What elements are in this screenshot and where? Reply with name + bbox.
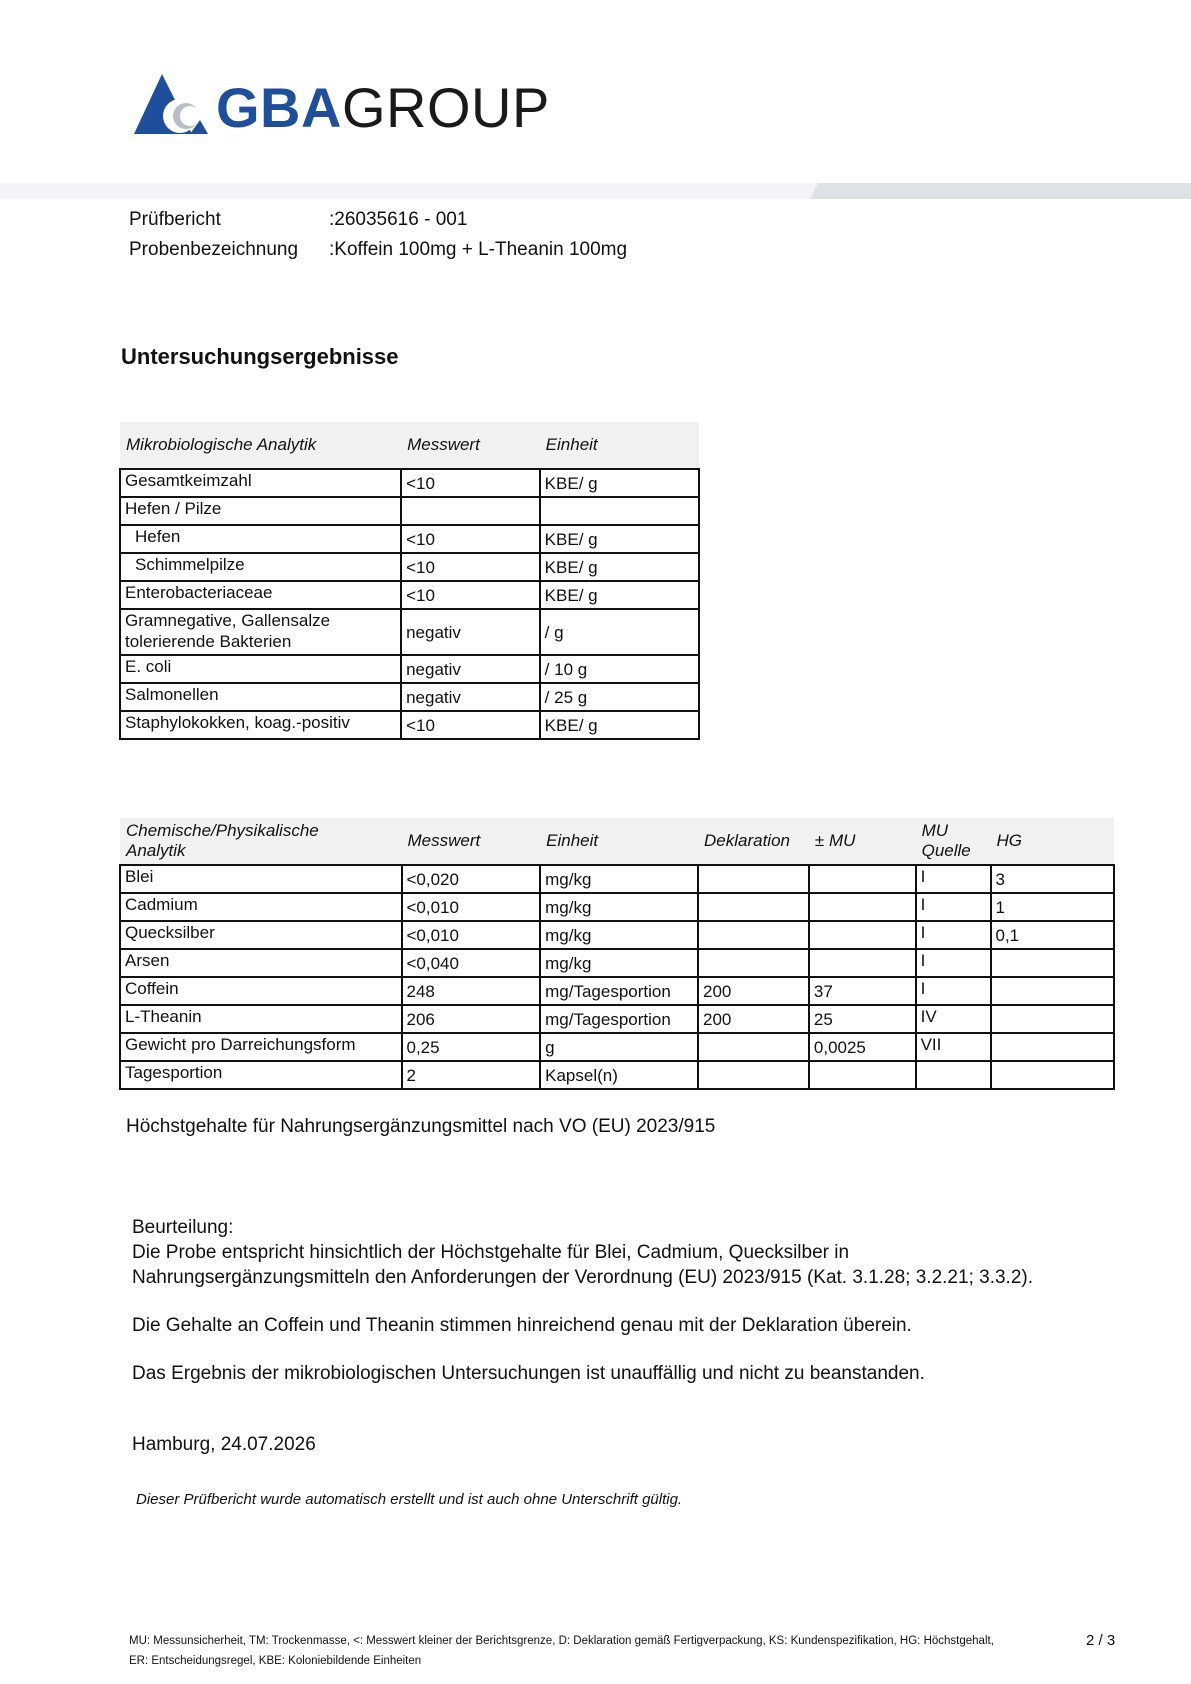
footer-abbreviations-line2: ER: Entscheidungsregel, KBE: Koloniebildende Einheiten xyxy=(129,1655,422,1667)
limits-note: Höchstgehalte für Nahrungsergänzungsmittel nach VO (EU) 2023/915 xyxy=(126,1116,716,1137)
table-header-row xyxy=(120,818,1114,865)
col-header-messwert: Messwert xyxy=(402,818,541,865)
section-title: Untersuchungsergebnisse xyxy=(121,344,399,369)
chem-results-table xyxy=(119,818,1115,1090)
analyte-name: Quecksilber xyxy=(120,921,402,949)
analyte-max-level xyxy=(991,949,1115,977)
col-header-mu-quelle xyxy=(916,818,991,865)
analyte-name: Hefen xyxy=(120,525,401,553)
logo-light-text: GROUP xyxy=(341,76,550,139)
analyte-mu xyxy=(809,949,916,977)
logo-bold-text: GBA xyxy=(216,76,342,139)
col-header-mu-quelle-line2: Quelle xyxy=(921,841,971,860)
col-header-hg: HG xyxy=(991,818,1115,865)
analyte-name: Hefen / Pilze xyxy=(120,497,401,525)
analyte-mu: 25 xyxy=(809,1005,916,1033)
analyte-declaration xyxy=(698,949,809,977)
micro-results-table xyxy=(119,422,700,740)
table-row xyxy=(120,609,699,655)
analyte-max-level xyxy=(991,1033,1115,1061)
analyte-unit: mg/kg xyxy=(540,921,698,949)
analyte-unit: mg/kg xyxy=(540,865,698,893)
analyte-name xyxy=(120,609,401,655)
table-row xyxy=(120,1005,1114,1033)
analyte-name: Schimmelpilze xyxy=(120,553,401,581)
sample-name-label: Probenbezeichnung xyxy=(129,239,299,260)
analyte-value: <10 xyxy=(401,553,540,581)
analyte-name: Cadmium xyxy=(120,893,402,921)
analyte-mu-source: IV xyxy=(916,1005,991,1033)
analyte-max-level xyxy=(991,1061,1115,1089)
analyte-mu xyxy=(809,893,916,921)
assessment-text-1-line1: Die Probe entspricht hinsichtlich der Höchstgehalte für Blei, Cadmium, Quecksilber in xyxy=(132,1242,850,1263)
analyte-name: Staphylokokken, koag.-positiv xyxy=(120,711,401,739)
analyte-value xyxy=(401,497,540,525)
analyte-name: Gewicht pro Darreichungsform xyxy=(120,1033,402,1061)
report-number-row xyxy=(129,209,468,231)
analyte-mu xyxy=(809,921,916,949)
table-header-row xyxy=(120,422,699,469)
analyte-name: Coffein xyxy=(120,977,402,1005)
analyte-value: negativ xyxy=(401,683,540,711)
analyte-mu-source: I xyxy=(916,921,991,949)
analyte-name: Enterobacteriaceae xyxy=(120,581,401,609)
analyte-unit: g xyxy=(540,1033,698,1061)
analyte-name: Salmonellen xyxy=(120,683,401,711)
analyte-value: negativ xyxy=(401,655,540,683)
analyte-max-level: 3 xyxy=(991,865,1115,893)
analyte-declaration xyxy=(698,921,809,949)
table-row xyxy=(120,525,699,553)
sample-name-row xyxy=(129,239,628,261)
analyte-unit: mg/kg xyxy=(540,893,698,921)
analyte-unit: mg/Tagesportion xyxy=(540,1005,698,1033)
analyte-declaration xyxy=(698,865,809,893)
analyte-value: <10 xyxy=(401,469,540,497)
automatic-report-note: Dieser Prüfbericht wurde automatisch erstellt und ist auch ohne Unterschrift gültig. xyxy=(136,1491,683,1508)
analyte-mu-source: VII xyxy=(916,1033,991,1061)
analyte-name: E. coli xyxy=(120,655,401,683)
col-header-analytik: Mikrobiologische Analytik xyxy=(120,422,401,469)
analyte-declaration: 200 xyxy=(698,977,809,1005)
analyte-name: Arsen xyxy=(120,949,402,977)
report-number-label: Prüfbericht xyxy=(129,209,221,230)
analyte-max-level xyxy=(991,977,1115,1005)
analyte-unit: KBE/ g xyxy=(540,581,699,609)
analyte-value: <0,010 xyxy=(402,893,541,921)
col-header-messwert: Messwert xyxy=(401,422,540,469)
analyte-unit: KBE/ g xyxy=(540,525,699,553)
analyte-declaration xyxy=(698,893,809,921)
analyte-value: <10 xyxy=(401,581,540,609)
analyte-unit: KBE/ g xyxy=(540,469,699,497)
table-row xyxy=(120,977,1114,1005)
analyte-declaration xyxy=(698,1061,809,1089)
col-header-einheit: Einheit xyxy=(540,818,698,865)
col-header-deklaration: Deklaration xyxy=(698,818,809,865)
table-row xyxy=(120,1033,1114,1061)
col-header-analytik-line2: Analytik xyxy=(126,841,186,860)
analyte-name: Gesamtkeimzahl xyxy=(120,469,401,497)
company-logo xyxy=(130,72,560,144)
analyte-unit xyxy=(540,497,699,525)
analyte-unit: KBE/ g xyxy=(540,711,699,739)
analyte-value: <10 xyxy=(401,711,540,739)
col-header-mu: ± MU xyxy=(809,818,916,865)
analyte-unit: / 25 g xyxy=(540,683,699,711)
analyte-value: negativ xyxy=(401,609,540,655)
analyte-value: <0,020 xyxy=(402,865,541,893)
analyte-declaration xyxy=(698,1033,809,1061)
col-header-analytik-line1: Chemische/Physikalische xyxy=(126,821,319,840)
analyte-max-level: 0,1 xyxy=(991,921,1115,949)
table-row xyxy=(120,1061,1114,1089)
analyte-name: Blei xyxy=(120,865,402,893)
analyte-unit: mg/kg xyxy=(540,949,698,977)
assessment-text-2: Die Gehalte an Coffein und Theanin stimmen hinreichend genau mit der Deklaration überein. xyxy=(132,1315,912,1336)
gba-triangle-logo-icon xyxy=(130,72,210,138)
table-row xyxy=(120,711,699,739)
analyte-unit: mg/Tagesportion xyxy=(540,977,698,1005)
logo-wordmark xyxy=(216,76,550,139)
analyte-value: 2 xyxy=(402,1061,541,1089)
analyte-name: L-Theanin xyxy=(120,1005,402,1033)
analyte-max-level xyxy=(991,1005,1115,1033)
assessment-text-3: Das Ergebnis der mikrobiologischen Untersuchungen ist unauffällig und nicht zu beanstanden. xyxy=(132,1363,925,1384)
analyte-mu-source xyxy=(916,1061,991,1089)
analyte-name-line2: tolerierende Bakterien xyxy=(125,632,292,651)
analyte-name-line1: Gramnegative, Gallensalze xyxy=(125,611,331,630)
table-row xyxy=(120,683,699,711)
assessment-text-1-line2: Nahrungsergänzungsmitteln den Anforderungen der Verordnung (EU) 2023/915 (Kat. 3.1.28; 3.2.21; 3.3.2). xyxy=(132,1267,1033,1288)
col-header-einheit: Einheit xyxy=(540,422,699,469)
page-number: 2 / 3 xyxy=(1086,1632,1116,1649)
analyte-mu: 0,0025 xyxy=(809,1033,916,1061)
analyte-unit: / g xyxy=(540,609,699,655)
analyte-value: <0,040 xyxy=(402,949,541,977)
table-row xyxy=(120,655,699,683)
analyte-mu xyxy=(809,1061,916,1089)
place-date: Hamburg, 24.07.2026 xyxy=(132,1434,316,1455)
analyte-unit: / 10 g xyxy=(540,655,699,683)
footer-abbreviations-line1: MU: Messunsicherheit, TM: Trockenmasse, <: Messwert kleiner der Berichtsgrenze, D: Deklaration gemäß Fertigverpackung, KS: Kundenspezifikation, HG: Höchstgehalt, xyxy=(129,1635,994,1647)
table-row xyxy=(120,949,1114,977)
table-row xyxy=(120,581,699,609)
analyte-unit: Kapsel(n) xyxy=(540,1061,698,1089)
sample-name-value: :Koffein 100mg + L-Theanin 100mg xyxy=(329,239,628,260)
analyte-mu-source: I xyxy=(916,865,991,893)
analyte-value: 0,25 xyxy=(402,1033,541,1061)
table-row xyxy=(120,553,699,581)
analyte-mu-source: I xyxy=(916,893,991,921)
header-band xyxy=(0,183,1191,199)
col-header-mu-quelle-line1: MU xyxy=(921,821,949,840)
assessment-heading: Beurteilung: xyxy=(132,1217,234,1238)
analyte-mu xyxy=(809,865,916,893)
analyte-declaration: 200 xyxy=(698,1005,809,1033)
table-row xyxy=(120,497,699,525)
analyte-value: 248 xyxy=(402,977,541,1005)
analyte-value: 206 xyxy=(402,1005,541,1033)
analyte-mu-source: I xyxy=(916,977,991,1005)
analyte-max-level: 1 xyxy=(991,893,1115,921)
analyte-mu-source: I xyxy=(916,949,991,977)
analyte-name: Tagesportion xyxy=(120,1061,402,1089)
analyte-value: <10 xyxy=(401,525,540,553)
report-number-value: :26035616 - 001 xyxy=(329,209,468,230)
table-row xyxy=(120,865,1114,893)
analyte-value: <0,010 xyxy=(402,921,541,949)
analyte-mu: 37 xyxy=(809,977,916,1005)
table-row xyxy=(120,893,1114,921)
table-row xyxy=(120,469,699,497)
col-header-analytik xyxy=(120,818,402,865)
table-row xyxy=(120,921,1114,949)
analyte-unit: KBE/ g xyxy=(540,553,699,581)
